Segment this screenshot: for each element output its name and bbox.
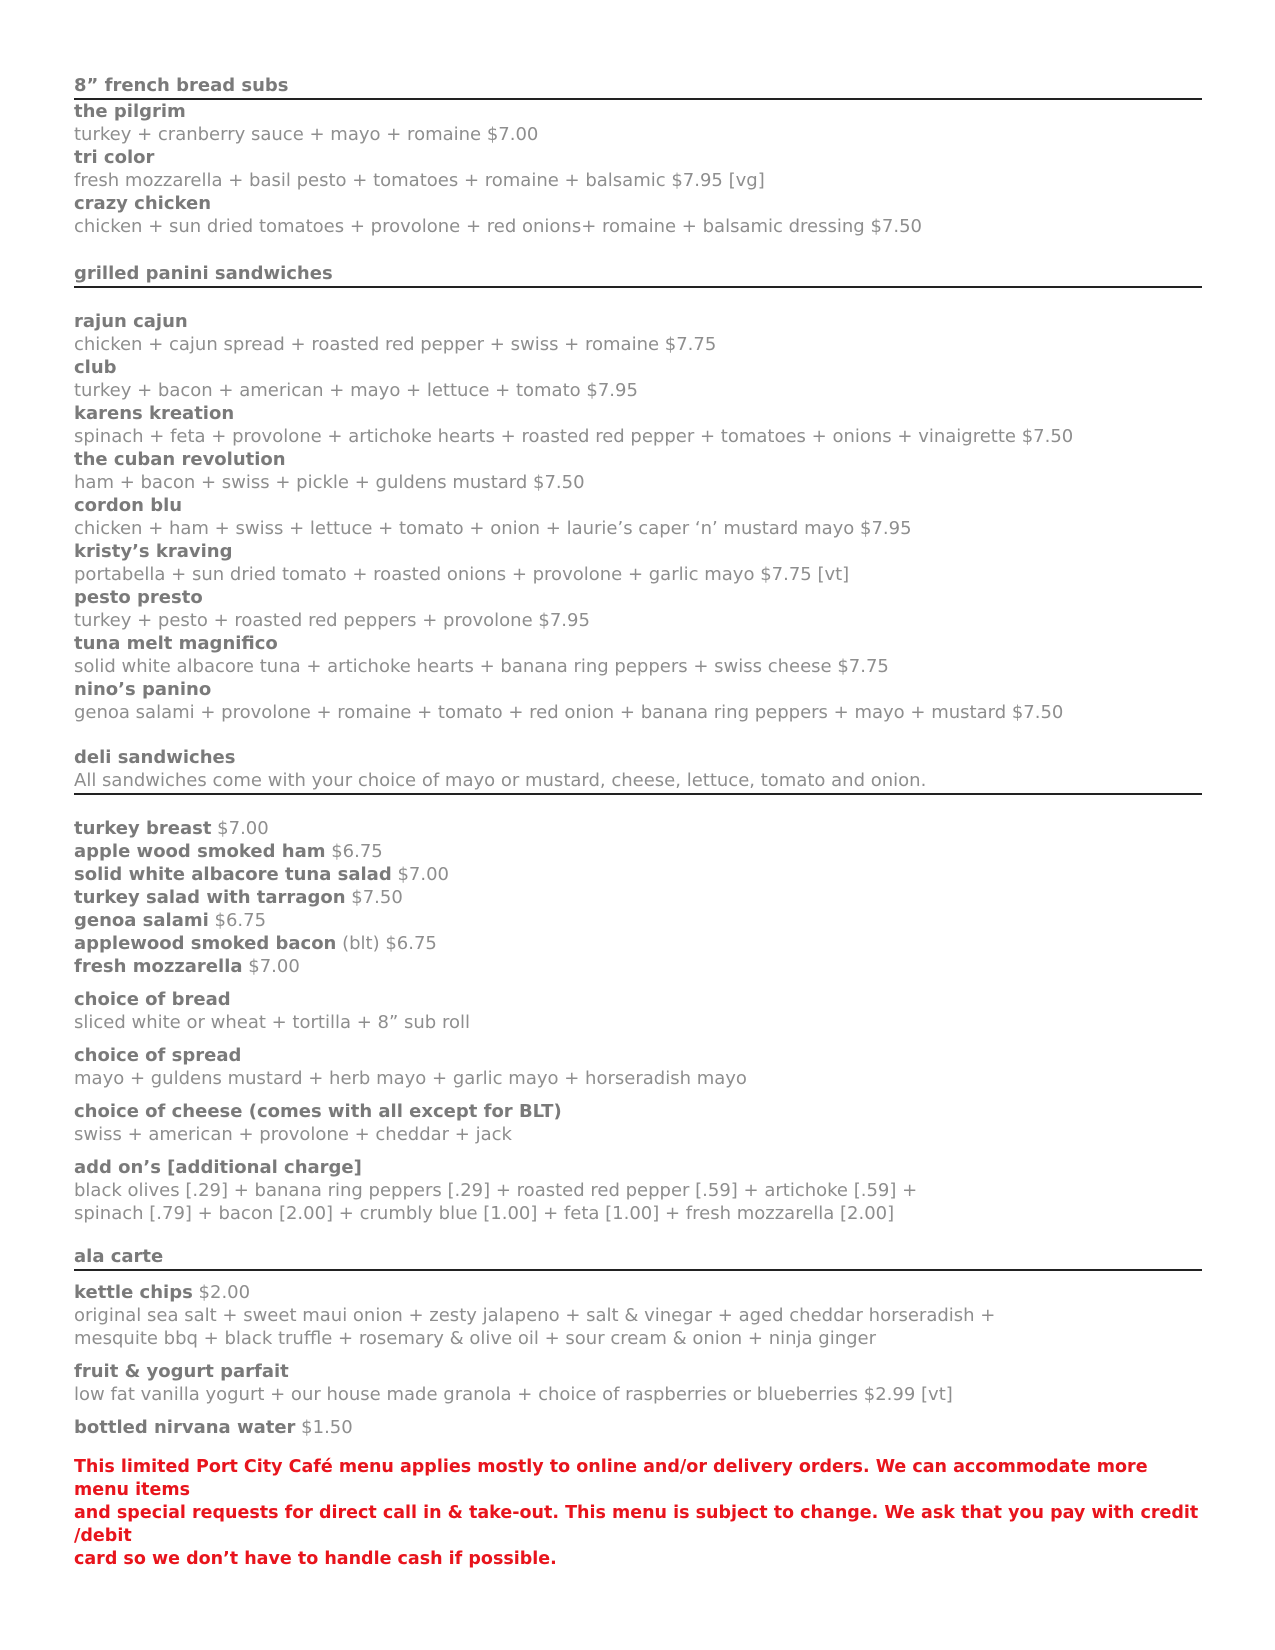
parfait <box>74 1360 1202 1406</box>
choice-of-spread <box>74 1044 1202 1090</box>
deli-item-name: genoa salami <box>74 910 209 931</box>
choice-bread-options: sliced white or wheat + tortilla + 8” sub roll <box>74 1012 470 1033</box>
menu-item-desc: fresh mozzarella + basil pesto + tomatoes + romaine + balsamic $7.95 [vg] <box>74 170 765 191</box>
ala-carte-section <box>74 1245 1202 1439</box>
menu-item-name: tri color <box>74 147 155 168</box>
deli-item <box>74 886 1202 909</box>
choice-cheese-title: choice of cheese (comes with all except for BLT) <box>74 1101 562 1122</box>
menu-item-name: crazy chicken <box>74 193 212 214</box>
menu-item-desc: solid white albacore tuna + artichoke hearts + banana ring peppers + swiss cheese $7.75 <box>74 656 889 677</box>
deli-item <box>74 817 1202 840</box>
deli-item-name: turkey breast <box>74 818 212 839</box>
menu-item-desc: turkey + cranberry sauce + mayo + romaine $7.00 <box>74 124 539 145</box>
deli-list <box>74 817 1202 978</box>
deli-note: All sandwiches come with your choice of mayo or mustard, cheese, lettuce, tomato and onion. <box>74 770 927 791</box>
kettle-chips-price: $2.00 <box>192 1282 251 1303</box>
water-price: $1.50 <box>295 1417 353 1438</box>
choice-cheese-options: swiss + american + provolone + cheddar + jack <box>74 1124 512 1145</box>
menu-item-name: karens kreation <box>74 403 235 424</box>
menu-item-name: cordon blu <box>74 495 183 516</box>
menu-item-name: the cuban revolution <box>74 449 286 470</box>
choice-bread-title: choice of bread <box>74 989 231 1010</box>
ala-carte-heading: ala carte <box>74 1246 164 1267</box>
deli-item-price: $6.75 <box>325 841 383 862</box>
menu-item-desc: ham + bacon + swiss + pickle + guldens mustard $7.50 <box>74 472 585 493</box>
ordering-notice <box>74 1456 1202 1571</box>
nirvana-water <box>74 1416 1202 1439</box>
deli-item-price: $6.75 <box>208 910 267 931</box>
menu-page <box>74 74 1202 1571</box>
deli-item <box>74 863 1202 886</box>
add-ons <box>74 1156 1202 1225</box>
menu-item-desc: portabella + sun dried tomato + roasted onions + provolone + garlic mayo $7.75 [vt] <box>74 564 850 585</box>
choice-of-bread <box>74 988 1202 1034</box>
menu-item-desc: spinach + feta + provolone + artichoke hearts + roasted red pepper + tomatoes + onions + vinaigrette $7.50 <box>74 426 1074 447</box>
add-ons-line: spinach [.79] + bacon [2.00] + crumbly blue [1.00] + feta [1.00] + fresh mozzarella [2.00] <box>74 1203 895 1224</box>
subs-section <box>74 74 1202 238</box>
panini-list <box>74 310 1202 724</box>
deli-item-name: turkey salad with tarragon <box>74 887 346 908</box>
water-item <box>74 1416 1202 1439</box>
menu-item-name: rajun cajun <box>74 311 188 332</box>
menu-item-name: nino’s panino <box>74 679 212 700</box>
subs-list <box>74 100 1202 238</box>
deli-item <box>74 909 1202 932</box>
menu-item-name: tuna melt magnifico <box>74 633 278 654</box>
menu-item-desc: chicken + ham + swiss + lettuce + tomato + onion + laurie’s caper ‘n’ mustard mayo $7.95 <box>74 518 912 539</box>
deli-section <box>74 746 1202 1225</box>
deli-item-price: (blt) $6.75 <box>336 933 437 954</box>
deli-item <box>74 955 1202 978</box>
parfait-name: fruit & yogurt parfait <box>74 1361 289 1382</box>
deli-item-name: applewood smoked bacon <box>74 933 337 954</box>
menu-item-desc: turkey + pesto + roasted red peppers + provolone $7.95 <box>74 610 590 631</box>
deli-heading: deli sandwiches <box>74 747 236 768</box>
panini-divider <box>74 286 1202 288</box>
choice-spread-options: mayo + guldens mustard + herb mayo + garlic mayo + horseradish mayo <box>74 1068 747 1089</box>
kettle-chips <box>74 1281 1202 1350</box>
kettle-chips-name: kettle chips <box>74 1282 193 1303</box>
panini-heading: grilled panini sandwiches <box>74 263 333 284</box>
deli-item-price: $7.00 <box>391 864 449 885</box>
deli-item-price: $7.50 <box>345 887 403 908</box>
add-ons-line: black olives [.29] + banana ring peppers [.29] + roasted red pepper [.59] + artichoke [.59] + <box>74 1180 918 1201</box>
kettle-chips-flavors: mesquite bbq + black truffle + rosemary & olive oil + sour cream & onion + ninja ginger <box>74 1328 877 1349</box>
subs-heading: 8” french bread subs <box>74 75 289 96</box>
menu-item-desc: turkey + bacon + american + mayo + lettuce + tomato $7.95 <box>74 380 638 401</box>
menu-item-name: kristy’s kraving <box>74 541 233 562</box>
menu-item-desc: chicken + cajun spread + roasted red pepper + swiss + romaine $7.75 <box>74 334 717 355</box>
menu-item-name: pesto presto <box>74 587 203 608</box>
notice-line: and special requests for direct call in & take-out. This menu is subject to change. We ask that you pay with credit /debit <box>74 1503 1199 1546</box>
notice-line: card so we don’t have to handle cash if possible. <box>74 1549 557 1569</box>
menu-item-name: the pilgrim <box>74 101 186 122</box>
ala-carte-divider <box>74 1269 1202 1271</box>
water-name: bottled nirvana water <box>74 1417 296 1438</box>
deli-item-price: $7.00 <box>211 818 269 839</box>
deli-item-name: solid white albacore tuna salad <box>74 864 392 885</box>
notice-line: This limited Port City Café menu applies mostly to online and/or delivery orders. We can accommodate more menu items <box>74 1457 1148 1500</box>
deli-item <box>74 840 1202 863</box>
menu-item-name: club <box>74 357 117 378</box>
menu-item-desc: genoa salami + provolone + romaine + tomato + red onion + banana ring peppers + mayo + mustard $7.50 <box>74 702 1064 723</box>
deli-item <box>74 932 1202 955</box>
panini-section <box>74 262 1202 724</box>
kettle-chips-title <box>74 1281 1202 1304</box>
choice-spread-title: choice of spread <box>74 1045 242 1066</box>
deli-item-name: fresh mozzarella <box>74 956 243 977</box>
deli-item-name: apple wood smoked ham <box>74 841 326 862</box>
parfait-desc: low fat vanilla yogurt + our house made granola + choice of raspberries or blueberries $2.99 [vt] <box>74 1384 953 1405</box>
menu-item-desc: chicken + sun dried tomatoes + provolone + red onions+ romaine + balsamic dressing $7.50 <box>74 216 922 237</box>
deli-divider <box>74 793 1202 795</box>
add-ons-title: add on’s [additional charge] <box>74 1157 362 1178</box>
kettle-chips-flavors: original sea salt + sweet maui onion + zesty jalapeno + salt & vinegar + aged cheddar horseradish + <box>74 1305 996 1326</box>
deli-item-price: $7.00 <box>242 956 300 977</box>
choice-of-cheese <box>74 1100 1202 1146</box>
